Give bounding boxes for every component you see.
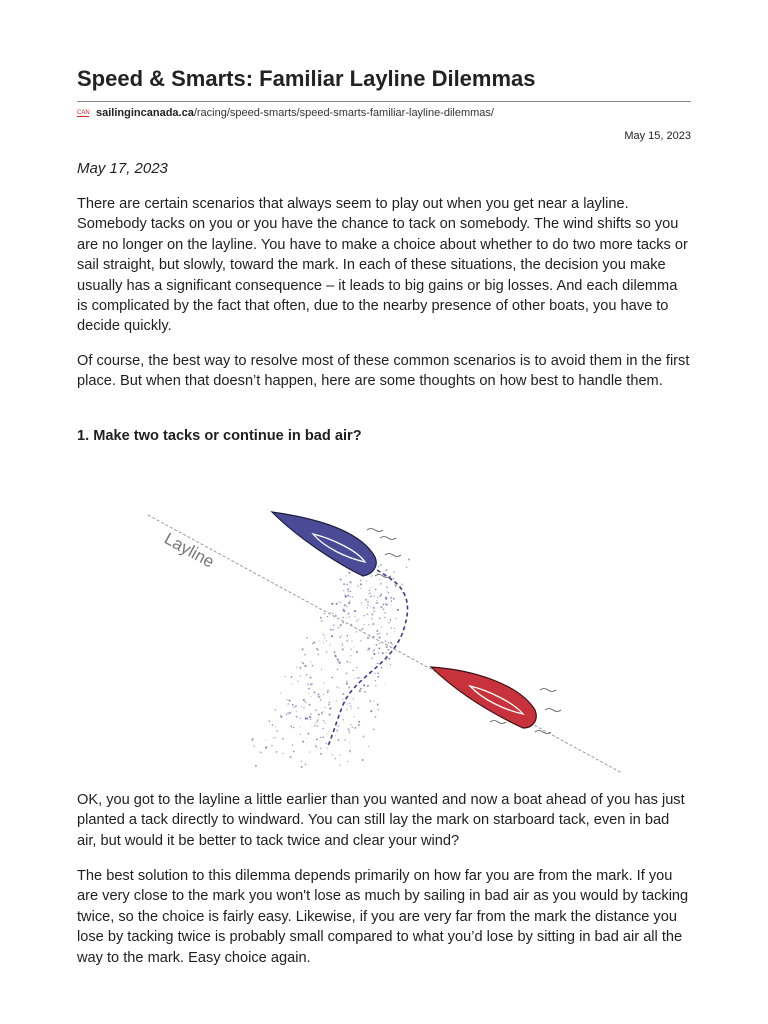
tack-track	[327, 570, 408, 748]
paragraph-solution: The best solution to this dilemma depends primarily on how far you are from the mark. If you are very close to the mark you won't lose as much by sailing in bad air as you would by tacking twice, so the choice is fairly easy. Likewise, if you are very far from the mark the distance you lose by tacking twice is probably small compared to what you’d lose by sitting in bad air all the way to the mark. Easy choice again.	[77, 868, 689, 966]
paragraph-scenario: OK, you got to the layline a little earlier than you wanted and now a boat ahead of you has just planted a tack directly to windward. You can still lay the mark on starboard tack, even in bad air, but would it be better to tack twice and clear your wind?	[77, 792, 685, 849]
section-heading: 1. Make two tacks or continue in bad air?	[77, 428, 362, 444]
source-path-link[interactable]: /racing/speed-smarts/speed-smarts-familiar-layline-dilemmas/	[193, 107, 494, 119]
leeward-boat	[431, 667, 561, 734]
source-domain-link[interactable]: sailingincanada.ca	[96, 107, 194, 119]
title-divider	[77, 101, 691, 102]
publish-date: May 17, 2023	[77, 160, 168, 177]
saved-date: May 15, 2023	[624, 130, 691, 142]
paragraph-intro: There are certain scenarios that always seem to play out when you get near a layline. Somebody tacks on you or you have the chance to tack on somebody. The wind shifts so you are no longer on the layline. You have to make a choice about whether to do two more tacks or sail straight, but slowly, toward the mark. In each of these situations, the decision you make usually has a significant consequence – it leads to big gains or big losses. And each dilemma is complicated by the fact that often, due to the nearby presence of other boats, you have to decide quickly.	[77, 196, 688, 335]
site-logo-icon	[77, 107, 92, 119]
source-line	[77, 107, 494, 119]
article-title: Speed & Smarts: Familiar Layline Dilemmas	[77, 66, 536, 91]
windward-boat	[272, 512, 401, 578]
site-logo-text: CAN	[77, 110, 90, 116]
layline-diagram	[135, 500, 635, 785]
bad-air-dots	[251, 559, 410, 768]
paragraph-avoid: Of course, the best way to resolve most of these common scenarios is to avoid them in the first place. But when that doesn’t happen, here are some thoughts on how best to handle them.	[77, 353, 690, 390]
layline-line	[148, 515, 622, 773]
layline-label: Layline	[161, 528, 218, 572]
